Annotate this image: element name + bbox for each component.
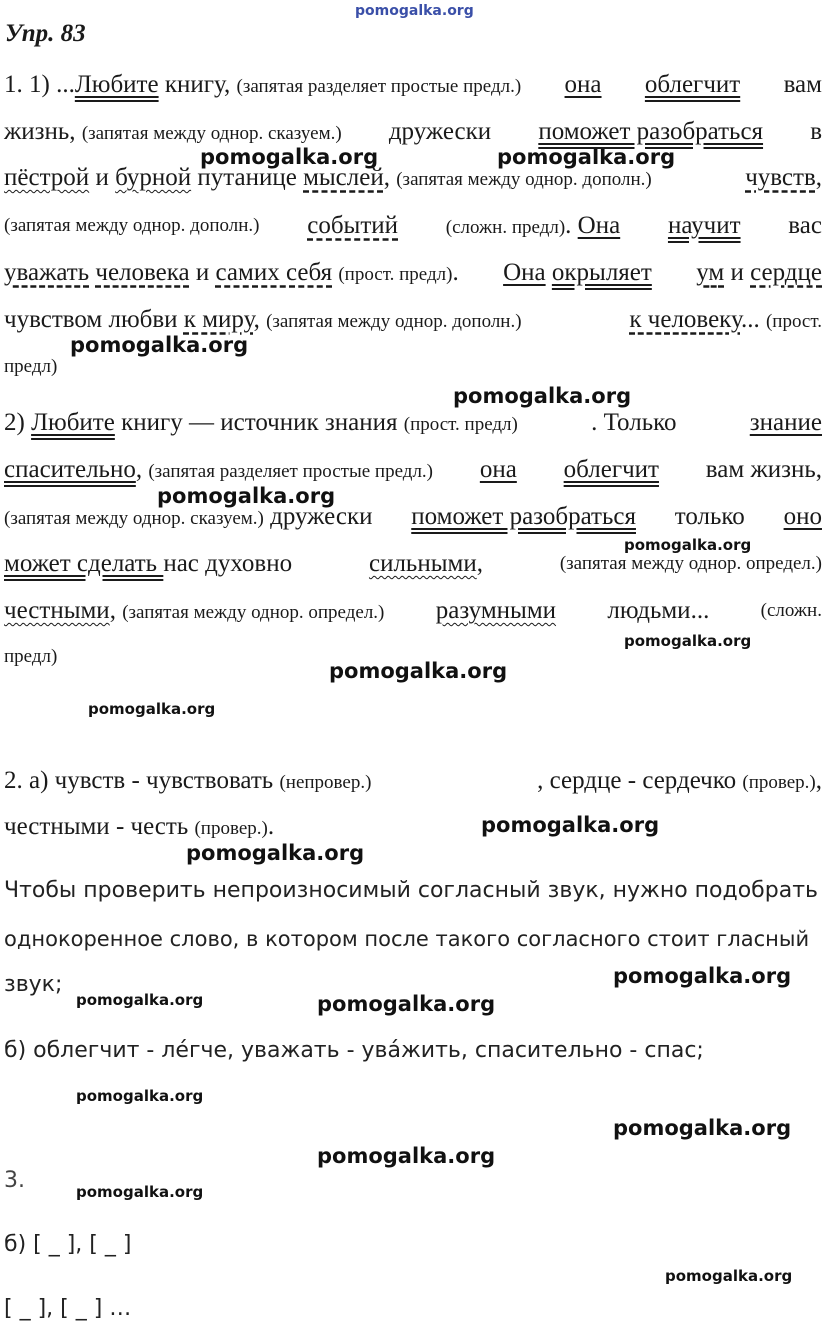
watermark: pomogalka.org: [76, 1183, 204, 1201]
text-line: звук;: [4, 972, 63, 997]
watermark: pomogalka.org: [70, 333, 249, 357]
watermark: pomogalka.org: [88, 700, 216, 718]
exercise-title: Упр. 83: [5, 20, 86, 47]
text-line: 2. а) чувств - чувствовать (непровер.) , сердце - сердечко (провер.),: [4, 767, 822, 794]
watermark: pomogalka.org: [157, 484, 336, 508]
text-line: предл): [4, 646, 58, 667]
text-line: честными, (запятая между однор. определ.) разумными людьми... (сложн.: [4, 597, 822, 624]
watermark: pomogalka.org: [317, 1144, 496, 1168]
watermark: pomogalka.org: [200, 145, 379, 169]
text-line: (запятая между однор. сказуем.) дружески поможет разобраться только оно: [4, 503, 822, 530]
text-line: [ _ ], [ _ ] …: [4, 1296, 132, 1321]
text-line: честными - честь (провер.).: [4, 813, 275, 840]
text-line: пёстрой и бурной путанице мыслей, (запятая между однор. дополн.) чувств,: [4, 164, 822, 191]
watermark: pomogalka.org: [613, 1116, 792, 1140]
watermark: pomogalka.org: [329, 659, 508, 683]
text-line: уважать человека и самих себя (прост. предл). Она окрыляет ум и сердце: [4, 259, 822, 286]
text-line: 2) Любите книгу — источник знания (прост. предл) . Только знание: [4, 409, 822, 436]
text-line: (запятая между однор. дополн.) событий (сложн. предл). Она научит вас: [4, 212, 822, 239]
text-line: спасительно, (запятая разделяет простые предл.) она облегчит вам жизнь,: [4, 456, 822, 483]
watermark: pomogalka.org: [497, 145, 676, 169]
watermark: pomogalka.org: [613, 964, 792, 988]
watermark: pomogalka.org: [317, 992, 496, 1016]
text-line: предл): [4, 356, 58, 377]
watermark: pomogalka.org: [453, 384, 632, 408]
text-line: 1. 1) ...Любите книгу, (запятая разделяет простые предл.) она облегчит вам: [4, 71, 822, 98]
watermark: pomogalka.org: [481, 813, 660, 837]
text-line: может сделать нас духовно сильными, (запятая между однор. определ.): [4, 550, 822, 577]
watermark: pomogalka.org: [186, 841, 365, 865]
text-line: чувством любви к миру, (запятая между однор. дополн.) к человеку... (прост.: [4, 306, 822, 333]
text-line: 3.: [4, 1168, 25, 1193]
text-line: Чтобы проверить непроизносимый согласный звук, нужно подобрать: [4, 878, 818, 903]
text-line: однокоренное слово, в котором после такого согласного стоит гласный: [4, 927, 810, 951]
text-line: б) облегчит - ле́гче, уважать - ува́жить, спасительно - спас;: [4, 1038, 704, 1063]
watermark: pomogalka.org: [624, 536, 752, 554]
watermark: pomogalka.org: [665, 1267, 793, 1285]
watermark: pomogalka.org: [76, 1087, 204, 1105]
text-line: жизнь, (запятая между однор. сказуем.) дружески поможет разобраться в: [4, 118, 822, 145]
watermark-top: pomogalka.org: [355, 3, 474, 19]
watermark: pomogalka.org: [76, 991, 204, 1009]
watermark: pomogalka.org: [624, 632, 752, 650]
text-line: б) [ _ ], [ _ ]: [4, 1232, 132, 1257]
